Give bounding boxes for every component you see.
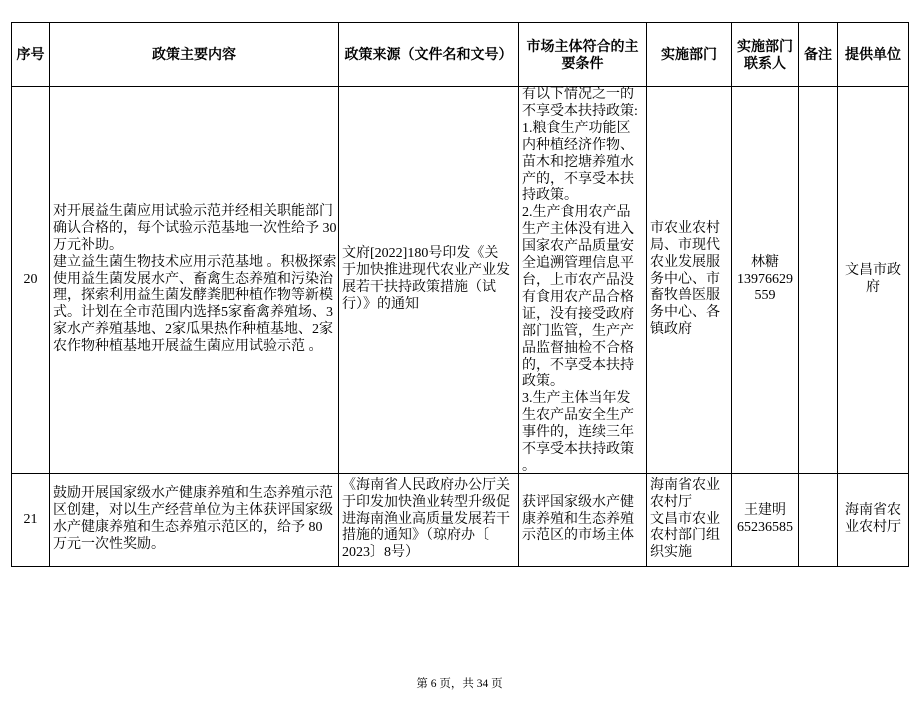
cell-line: 王建明 <box>744 503 786 519</box>
cell-line: 政策。 <box>522 374 564 390</box>
cell-line: 有食用农产品合格 <box>522 289 634 305</box>
cell-policy-source <box>339 474 519 567</box>
header-policy-source <box>339 23 519 87</box>
cell-line: 理，探索利用益生菌发酵粪肥种植作物等新模 <box>53 288 333 304</box>
cell-line: 13976629 <box>737 271 793 287</box>
cell-line: 3.生产主体当年发 <box>522 391 631 407</box>
cell-line: 织实施 <box>650 545 692 561</box>
cell-line: 559 <box>754 288 776 304</box>
cell-line: 示范区的市场主体 <box>522 528 634 544</box>
cell-line: 区创建，对以生产经营单位为主体获评国家级 <box>53 503 333 519</box>
cell-line: 海南省农 <box>845 503 901 519</box>
cell-line: 万元一次性奖励。 <box>53 536 165 552</box>
header-department <box>647 23 732 87</box>
cell-line: 农业发展服 <box>650 254 720 270</box>
cell-line: 国家农产品质量安 <box>522 239 634 255</box>
cell-line: 镇政府 <box>650 322 692 338</box>
cell-line: 苗木和挖塘养殖水 <box>522 154 634 170</box>
header-line: 市场主体符合的主 <box>526 37 639 54</box>
cell-line: 建立益生菌生物技术应用示范基地 。积极探索 <box>53 254 337 270</box>
cell-line: 文昌市政 <box>845 263 901 279</box>
cell-line: 内种植经济作物、 <box>522 137 634 153</box>
cell-line: 进海南渔业高质量发展若干 <box>342 511 510 527</box>
cell-line: 。 <box>522 458 536 474</box>
header-line: 提供单位 <box>845 46 901 63</box>
cell-department <box>647 474 732 567</box>
cell-line: 海南省农业 <box>650 477 720 493</box>
cell-line: 畜牧兽医服 <box>650 288 720 304</box>
cell-line: 不享受本扶持政策 <box>522 442 634 458</box>
cell-line: 生农产品安全生产 <box>522 408 634 424</box>
cell-line: 林糖 <box>751 254 779 270</box>
cell-line: 鼓励开展国家级水产健康养殖和生态养殖示范 <box>53 486 333 502</box>
cell-line: 获评国家级水产健 <box>522 494 634 510</box>
cell-line: 农村部门组 <box>650 528 720 544</box>
header-provider <box>838 23 909 87</box>
header-line: 实施部门 <box>737 37 793 54</box>
cell-line: 万元补助。 <box>53 237 123 253</box>
cell-line: 式。计划在全市范围内选择5家畜禽养殖场、3 <box>53 305 333 321</box>
cell-line: 事件的，连续三年 <box>522 425 634 441</box>
cell-line: 2.生产食用农产品 <box>522 205 631 221</box>
cell-line: 于加快推进现代农业产业发 <box>342 263 510 279</box>
cell-provider <box>838 87 909 474</box>
cell-line: 使用益生菌发展水产、畜禽生态养殖和污染治 <box>53 271 333 287</box>
header-remarks <box>799 23 838 87</box>
cell-line: 品监督抽检不合格 <box>522 340 634 356</box>
cell-line: 65236585 <box>737 520 793 535</box>
cell-line: 家水产养殖基地、2家瓜果热作种植基地、2家 <box>53 322 333 338</box>
header-line: 序号 <box>16 46 45 63</box>
cell-policy-source <box>339 87 519 474</box>
cell-line: 对开展益生菌应用试验示范并经相关职能部门 <box>53 203 333 219</box>
header-policy-content <box>50 23 339 87</box>
header-line: 联系人 <box>744 54 786 71</box>
cell-remarks <box>799 474 838 567</box>
cell-policy-content <box>50 87 339 474</box>
table-header-row <box>12 23 909 87</box>
cell-provider <box>838 474 909 567</box>
cell-line: 于印发加快渔业转型升级促 <box>342 494 510 510</box>
cell-line: 康养殖和生态养殖 <box>522 511 634 527</box>
header-conditions <box>519 23 647 87</box>
header-seq <box>12 23 50 87</box>
cell-line: 部门监管，生产产 <box>522 323 634 339</box>
header-line: 实施部门 <box>661 46 717 63</box>
cell-line: 市农业农村 <box>650 220 720 236</box>
cell-seq: 20 <box>12 87 50 474</box>
cell-contact <box>732 87 799 474</box>
cell-conditions <box>519 87 647 474</box>
cell-line: 文昌市农业 <box>650 511 720 527</box>
header-line: 政策主要内容 <box>152 46 236 63</box>
cell-line: 全追溯管理信息平 <box>522 256 634 272</box>
policy-table <box>11 22 909 567</box>
cell-line: 农村厅 <box>650 494 692 510</box>
cell-line: 务中心、各 <box>650 305 720 321</box>
table-row <box>12 87 909 474</box>
cell-line: 生产主体没有进入 <box>522 222 634 238</box>
cell-line: 的，不享受本扶持 <box>522 357 634 373</box>
page-number-footer: 第 6 页，共 34 页 <box>416 678 503 690</box>
cell-line: 局、市现代 <box>650 237 720 253</box>
table-row <box>12 474 909 567</box>
cell-department <box>647 87 732 474</box>
cell-line: 展若干扶持政策措施（试 <box>342 280 496 295</box>
cell-line: 不享受本扶持政策: <box>522 103 638 119</box>
cell-line: 务中心、市 <box>650 271 720 287</box>
cell-line: 证，没有接受政府 <box>522 306 634 322</box>
cell-line: 《海南省人民政府办公厅关 <box>342 477 510 493</box>
cell-policy-content <box>50 474 339 567</box>
cell-line: 府 <box>866 280 880 295</box>
cell-line: 农作物种植基地开展益生菌应用试验示范 。 <box>53 339 323 355</box>
cell-line: 1.粮食生产功能区 <box>522 120 631 136</box>
header-line: 政策来源（文件名和文号） <box>344 46 513 63</box>
cell-line: 文府[2022]180号印发《关 <box>342 246 499 262</box>
cell-line: 水产健康养殖和生态养殖示范区的，给予 80 <box>53 520 323 535</box>
header-line: 要条件 <box>561 54 604 71</box>
cell-conditions <box>519 474 647 567</box>
cell-seq: 21 <box>12 474 50 567</box>
cell-contact <box>732 474 799 567</box>
cell-remarks <box>799 87 838 474</box>
cell-conditions-text <box>522 87 643 472</box>
cell-line: 台，上市农产品没 <box>522 272 634 288</box>
cell-line: 2023〕8号） <box>342 545 419 561</box>
cell-line: 产的，不享受本扶 <box>522 171 634 187</box>
cell-line: 行）》的通知 <box>342 296 419 312</box>
cell-line: 业农村厅 <box>845 520 901 535</box>
cell-line: 措施的通知》（琼府办〔 <box>342 528 489 544</box>
header-line: 备注 <box>804 46 832 63</box>
cell-line: 确认合格的，每个试验示范基地一次性给予 30 <box>53 220 337 236</box>
cell-line: 持政策。 <box>522 188 578 204</box>
header-contact <box>732 23 799 87</box>
cell-line: 有以下情况之一的 <box>522 87 634 102</box>
